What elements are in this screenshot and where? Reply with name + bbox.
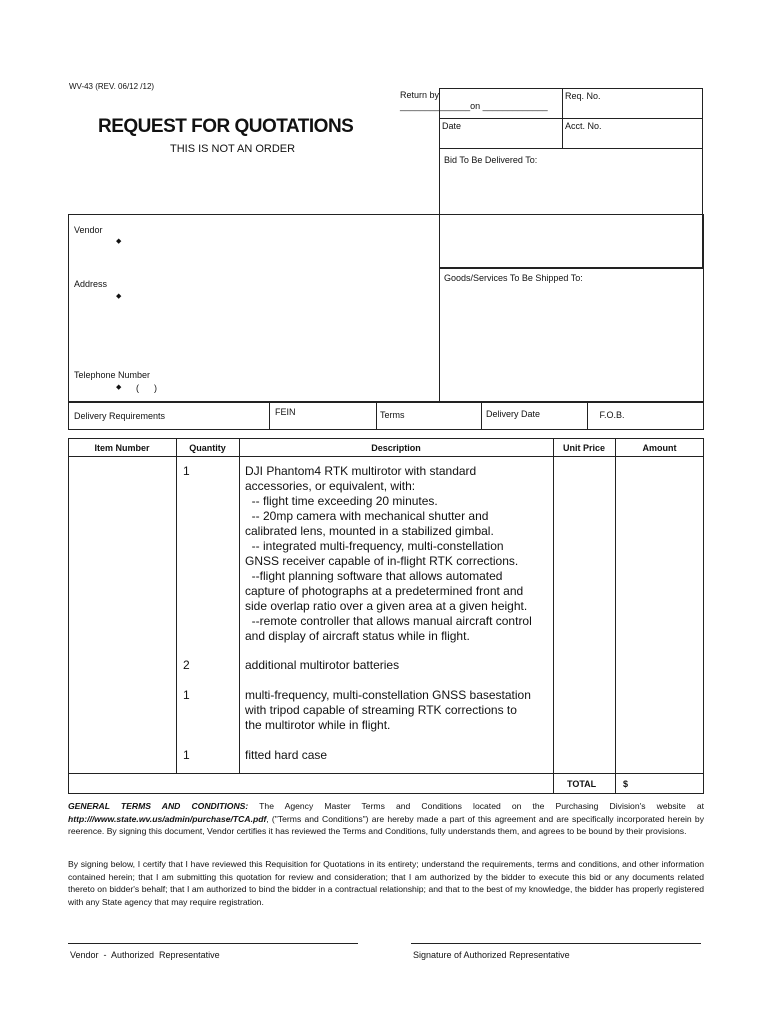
signature-line[interactable] (411, 943, 701, 944)
vendor-block (68, 214, 704, 402)
req-no-label: Req. No. (565, 91, 601, 101)
telephone-bullet-icon: ◆ (116, 384, 122, 391)
page-subtitle: THIS IS NOT AN ORDER (170, 143, 296, 155)
column-quantity: Quantity (189, 443, 226, 453)
total-label: TOTAL (567, 779, 597, 789)
signature-rep-label: Signature of Authorized Representative (413, 950, 570, 960)
item-quantity: 2 (183, 658, 190, 672)
certification-text: By signing below, I certify that I have reviewed this Requisition for Quotations in its entirety; understand the requirements, terms and conditions, and other information contained herein; that I am submitting this quotation for review and consideration; that I am authorized by the bidder to execute this bid or any documents related thereto on bidder's behalf; that I am authorized to bind the bidder in a contractual relationship; and that to the best of my knowledge, the bidder has properly registered with any State agency that may require registration. (68, 859, 704, 907)
item-quantity: 1 (183, 464, 190, 478)
vendor-rep-label: Vendor - Authorized Representative (70, 950, 220, 960)
date-label: Date (442, 121, 462, 131)
address-label: Address (74, 279, 108, 289)
telephone-label: Telephone Number (74, 370, 151, 380)
return-by-date-line[interactable]: ______________on _____________ (400, 101, 548, 111)
item-description: multi-frequency, multi-constellation GNSS basestation with tripod capable of streaming RTK corrections to the multirotor while in flight. (245, 688, 531, 732)
column-item-number: Item Number (94, 443, 150, 453)
telephone-parens: ( ) (136, 383, 157, 393)
item-description: DJI Phantom4 RTK multirotor with standard accessories, or equivalent, with: -- flight time exceeding 20 minutes. -- 20mp camera with mechanical shutter and calibrated lens, mounted in a stabilized gimbal. -- integrated multi-frequency, multi-constellation GNSS receiver capable of in-flight RTK corrections. --flight planning software that allows automated capture of photographs at a predetermined front and side overlap ratio over a given area at a given height. --remote controller that allows manual aircraft control and display of aircraft status while in flight. (245, 464, 532, 643)
acct-no-label: Acct. No. (565, 121, 602, 131)
item-quantity: 1 (183, 748, 190, 762)
delivery-date-label: Delivery Date (486, 409, 541, 419)
return-by-label: Return by (400, 90, 440, 100)
terms-url-link[interactable]: http:///www.state.wv.us/admin/purchase/TCA.pdf (68, 813, 267, 824)
terms-text-2: , ("Terms and Conditions") are hereby made a part of this agreement and are specifically incorporated herein by reerence. By signing this document, Vendor certifies it has reviewed the Terms and Conditions, fully understands them, and agrees to be bound by their provisions. (68, 813, 704, 836)
general-terms (68, 800, 704, 838)
form-id: WV-43 (REV. 06/12 /12) (69, 82, 155, 91)
goods-shipped-label: Goods/Services To Be Shipped To: (444, 273, 583, 283)
item-quantity: 1 (183, 688, 190, 702)
address-bullet-icon: ◆ (116, 293, 122, 300)
terms-label: Terms (380, 410, 405, 420)
bid-delivered-label: Bid To Be Delivered To: (444, 155, 538, 165)
delivery-requirements-label: Delivery Requirements (74, 411, 166, 421)
certification (68, 858, 704, 908)
column-unit-price: Unit Price (562, 443, 605, 453)
terms-text-1: The Agency Master Terms and Conditions located on the Purchasing Division's website at (248, 801, 704, 811)
vendor-signature-line[interactable] (68, 943, 358, 944)
fein-label: FEIN (275, 407, 296, 417)
item-description: additional multirotor batteries (245, 658, 400, 672)
item-description: fitted hard case (245, 748, 328, 762)
column-amount: Amount (642, 443, 677, 453)
vendor-label: Vendor (74, 225, 103, 235)
vendor-bullet-icon: ◆ (116, 238, 122, 245)
total-currency: $ (623, 779, 629, 789)
fob-label: F.O.B. (599, 410, 625, 420)
page-title: REQUEST FOR QUOTATIONS (98, 116, 354, 137)
terms-heading: GENERAL TERMS AND CONDITIONS: (68, 801, 249, 811)
column-description: Description (371, 443, 421, 453)
